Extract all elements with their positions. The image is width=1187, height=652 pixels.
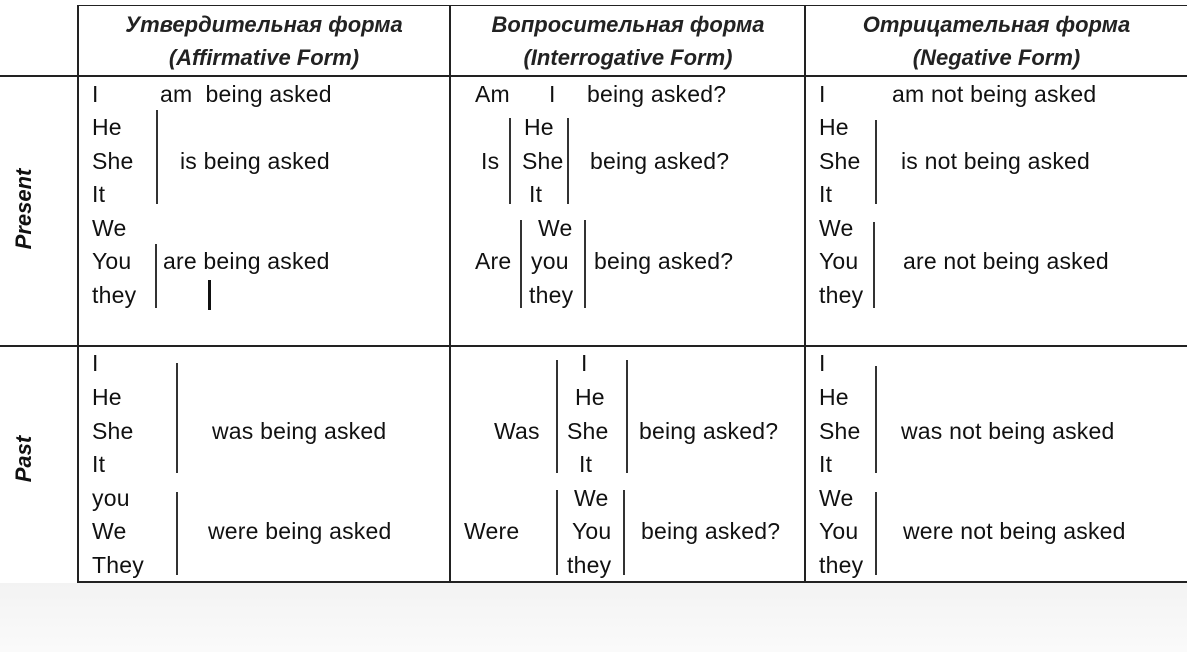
pronoun: It bbox=[529, 181, 543, 207]
pronoun: He bbox=[524, 114, 554, 140]
auxiliary-am: Am bbox=[475, 81, 510, 107]
pronoun: I bbox=[92, 81, 99, 107]
tense-label-present: Present bbox=[11, 168, 36, 250]
bracket-line bbox=[623, 490, 625, 575]
verb-phrase-were: were not being asked bbox=[903, 518, 1126, 544]
verb-phrase-are: are not being asked bbox=[903, 248, 1109, 274]
verb-phrase-were: were being asked bbox=[208, 518, 392, 544]
pronoun: It bbox=[819, 451, 833, 477]
pronoun: He bbox=[575, 384, 605, 410]
verb-phrase-was: was not being asked bbox=[901, 418, 1115, 444]
pronoun: I bbox=[549, 81, 556, 107]
table-line-col0 bbox=[77, 5, 79, 583]
pronoun: She bbox=[92, 148, 134, 174]
header-interrogative-ru: Вопросительная форма bbox=[491, 12, 765, 37]
verb-phrase: being asked? bbox=[641, 518, 781, 544]
pronoun: It bbox=[92, 451, 106, 477]
header-affirmative-ru: Утвердительная форма bbox=[125, 12, 403, 37]
pronoun: We bbox=[538, 215, 573, 241]
header-affirmative bbox=[80, 8, 448, 74]
pronoun: they bbox=[529, 282, 574, 308]
bracket-line bbox=[509, 118, 511, 204]
pronoun: He bbox=[92, 384, 122, 410]
pronoun: We bbox=[819, 485, 854, 511]
verb-phrase-is: is being asked bbox=[180, 148, 330, 174]
verb-phrase-are: are being asked bbox=[163, 248, 330, 274]
pronoun: He bbox=[92, 114, 122, 140]
header-interrogative bbox=[452, 8, 804, 74]
bracket-line bbox=[520, 220, 522, 308]
bracket-line bbox=[873, 222, 875, 308]
pronoun: I bbox=[819, 81, 826, 107]
verb-phrase-is: is not being asked bbox=[901, 148, 1091, 174]
bracket-line bbox=[626, 360, 628, 473]
auxiliary-are: Are bbox=[475, 248, 512, 274]
pronoun: you bbox=[531, 248, 569, 274]
table-line-top bbox=[78, 5, 1187, 6]
header-negative-ru: Отрицательная форма bbox=[862, 12, 1131, 37]
table-line-col2 bbox=[804, 5, 806, 583]
auxiliary-were: Were bbox=[464, 518, 520, 544]
auxiliary-is: Is bbox=[481, 148, 500, 174]
pronoun: She bbox=[819, 418, 861, 444]
pronoun: We bbox=[819, 215, 854, 241]
pronoun: I bbox=[819, 350, 826, 376]
pronoun: they bbox=[819, 282, 864, 308]
pronoun: She bbox=[522, 148, 564, 174]
table-line-row-divider bbox=[0, 345, 1187, 347]
pronoun: She bbox=[819, 148, 861, 174]
tense-label-past: Past bbox=[11, 435, 36, 483]
bottom-background bbox=[0, 583, 1187, 652]
auxiliary-was: Was bbox=[494, 418, 540, 444]
pronoun: they bbox=[92, 282, 137, 308]
pronoun: I bbox=[581, 350, 588, 376]
pronoun: You bbox=[92, 248, 132, 274]
bracket-line bbox=[875, 366, 877, 473]
bracket-line bbox=[875, 120, 877, 204]
header-negative-en: (Negative Form) bbox=[912, 45, 1081, 70]
bracket-line bbox=[556, 490, 558, 575]
bracket-line bbox=[584, 220, 586, 308]
pronoun: We bbox=[574, 485, 609, 511]
pronoun: I bbox=[92, 350, 99, 376]
pronoun: We bbox=[92, 518, 127, 544]
bracket-line bbox=[875, 492, 877, 575]
pronoun: they bbox=[819, 552, 864, 578]
verb-phrase: being asked? bbox=[594, 248, 734, 274]
pronoun: It bbox=[819, 181, 833, 207]
pronoun: they bbox=[567, 552, 612, 578]
verb-phrase: being asked? bbox=[587, 81, 727, 107]
pronoun: You bbox=[572, 518, 612, 544]
header-negative bbox=[806, 8, 1187, 74]
pronoun: He bbox=[819, 114, 849, 140]
bracket-line bbox=[176, 492, 178, 575]
bracket-line bbox=[156, 110, 158, 204]
bracket-line bbox=[176, 363, 178, 473]
pronoun: You bbox=[819, 248, 859, 274]
pronoun: She bbox=[92, 418, 134, 444]
bracket-line bbox=[208, 280, 211, 310]
bracket-line bbox=[556, 360, 558, 473]
pronoun: He bbox=[819, 384, 849, 410]
pronoun: You bbox=[819, 518, 859, 544]
pronoun: We bbox=[92, 215, 127, 241]
verb-phrase-am: am being asked bbox=[160, 81, 332, 107]
verb-phrase-am: am not being asked bbox=[892, 81, 1097, 107]
pronoun: They bbox=[92, 552, 144, 578]
table-line-header-bottom bbox=[0, 75, 1187, 77]
bracket-line bbox=[567, 118, 569, 204]
pronoun: It bbox=[92, 181, 106, 207]
header-affirmative-en: (Affirmative Form) bbox=[168, 45, 360, 70]
pronoun: She bbox=[567, 418, 609, 444]
bracket-line bbox=[155, 244, 157, 308]
pronoun: It bbox=[579, 451, 593, 477]
verb-phrase: being asked? bbox=[590, 148, 730, 174]
verb-phrase: being asked? bbox=[639, 418, 779, 444]
table-line-col1 bbox=[449, 5, 451, 583]
header-interrogative-en: (Interrogative Form) bbox=[523, 45, 733, 70]
verb-phrase-was: was being asked bbox=[212, 418, 387, 444]
pronoun: you bbox=[92, 485, 130, 511]
